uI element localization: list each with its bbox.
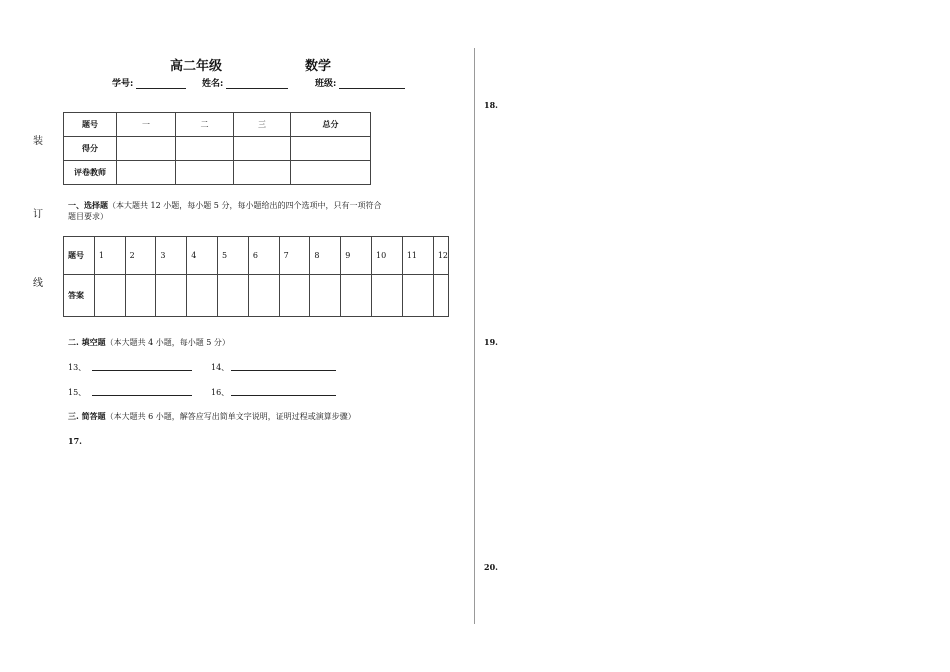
score-row-teacher: 评卷教师 <box>64 161 117 185</box>
blank-15-line[interactable] <box>92 395 192 396</box>
score-col-1: 一 <box>117 113 176 137</box>
question-18: 18. <box>484 100 498 110</box>
question-number: 5 <box>218 237 249 275</box>
binding-mark-zhuang: 装 <box>33 136 43 147</box>
score-cell[interactable] <box>176 137 234 161</box>
score-cell[interactable] <box>117 137 176 161</box>
answer-cell[interactable] <box>156 275 187 317</box>
name-field <box>202 76 288 89</box>
section1-heading <box>68 200 381 211</box>
answer-cell[interactable] <box>341 275 372 317</box>
question-number: 7 <box>279 237 310 275</box>
score-cell[interactable] <box>234 161 291 185</box>
score-col-2: 二 <box>176 113 234 137</box>
score-cell[interactable] <box>176 161 234 185</box>
blank-16 <box>211 387 229 398</box>
blank-15-label: 15、 <box>68 388 87 397</box>
score-col-total: 总分 <box>291 113 371 137</box>
class-label: 班级: <box>315 79 337 89</box>
subject-title: 数学 <box>305 59 332 74</box>
section2-instructions: （本大题共 4 小题，每小题 5 分） <box>105 338 230 347</box>
answer-row-label-answer: 答案 <box>64 275 95 317</box>
answer-cell[interactable] <box>402 275 433 317</box>
section3-instructions: （本大题共 6 小题，解答应写出简单文字说明，证明过程或演算步骤） <box>105 412 356 421</box>
question-number: 3 <box>156 237 187 275</box>
score-header-label: 题号 <box>64 113 117 137</box>
question-number: 4 <box>187 237 218 275</box>
answer-cell[interactable] <box>187 275 218 317</box>
blank-13-line[interactable] <box>92 370 192 371</box>
question-number: 2 <box>125 237 156 275</box>
section2-title: 二. 填空题 <box>68 337 106 347</box>
answer-row-label-number: 题号 <box>64 237 95 275</box>
student-id-field <box>112 76 186 89</box>
answer-cell[interactable] <box>310 275 341 317</box>
answer-cell[interactable] <box>372 275 403 317</box>
score-col-3: 三 <box>234 113 291 137</box>
name-line <box>226 80 288 89</box>
question-number: 9 <box>341 237 372 275</box>
question-19: 19. <box>484 337 498 347</box>
score-cell[interactable] <box>291 161 371 185</box>
blank-14-label: 14、 <box>211 363 230 372</box>
answer-cell[interactable] <box>125 275 156 317</box>
question-number: 1 <box>94 237 125 275</box>
question-20: 20. <box>484 562 498 572</box>
class-line <box>339 80 405 89</box>
student-id-label: 学号: <box>112 79 134 89</box>
blank-14 <box>211 362 229 373</box>
blank-14-line[interactable] <box>231 370 336 371</box>
question-number: 11 <box>402 237 433 275</box>
answer-cell[interactable] <box>279 275 310 317</box>
score-table <box>63 112 371 185</box>
blank-15 <box>68 387 86 398</box>
blank-16-label: 16、 <box>211 388 230 397</box>
section3-heading <box>68 411 356 422</box>
answer-cell[interactable] <box>248 275 279 317</box>
answer-table <box>63 236 449 317</box>
name-label: 姓名: <box>202 79 224 89</box>
answer-cell[interactable] <box>94 275 125 317</box>
question-number: 8 <box>310 237 341 275</box>
section1-instructions-2: 题目要求） <box>68 212 108 221</box>
answer-cell[interactable] <box>433 275 448 317</box>
section3-title: 三. 简答题 <box>68 411 106 421</box>
section1-title: 一、选择题 <box>68 200 108 210</box>
page-divider <box>474 48 475 624</box>
section2-heading <box>68 337 230 348</box>
question-number: 6 <box>248 237 279 275</box>
class-field <box>315 76 405 89</box>
score-cell[interactable] <box>117 161 176 185</box>
section1-instructions-1: （本大题共 12 小题，每小题 5 分，每小题给出的四个选项中，只有一项符合 <box>108 201 382 210</box>
question-number: 10 <box>372 237 403 275</box>
score-cell[interactable] <box>291 137 371 161</box>
question-17: 17. <box>68 436 82 446</box>
grade-title: 高二年级 <box>170 59 223 74</box>
blank-13-label: 13、 <box>68 363 87 372</box>
blank-16-line[interactable] <box>231 395 336 396</box>
binding-mark-ding: 订 <box>33 209 43 220</box>
binding-mark-xian: 线 <box>33 278 43 289</box>
score-cell[interactable] <box>234 137 291 161</box>
question-number: 12 <box>433 237 448 275</box>
answer-cell[interactable] <box>218 275 249 317</box>
score-row-defen: 得分 <box>64 137 117 161</box>
blank-13 <box>68 362 86 373</box>
student-id-line <box>136 80 186 89</box>
